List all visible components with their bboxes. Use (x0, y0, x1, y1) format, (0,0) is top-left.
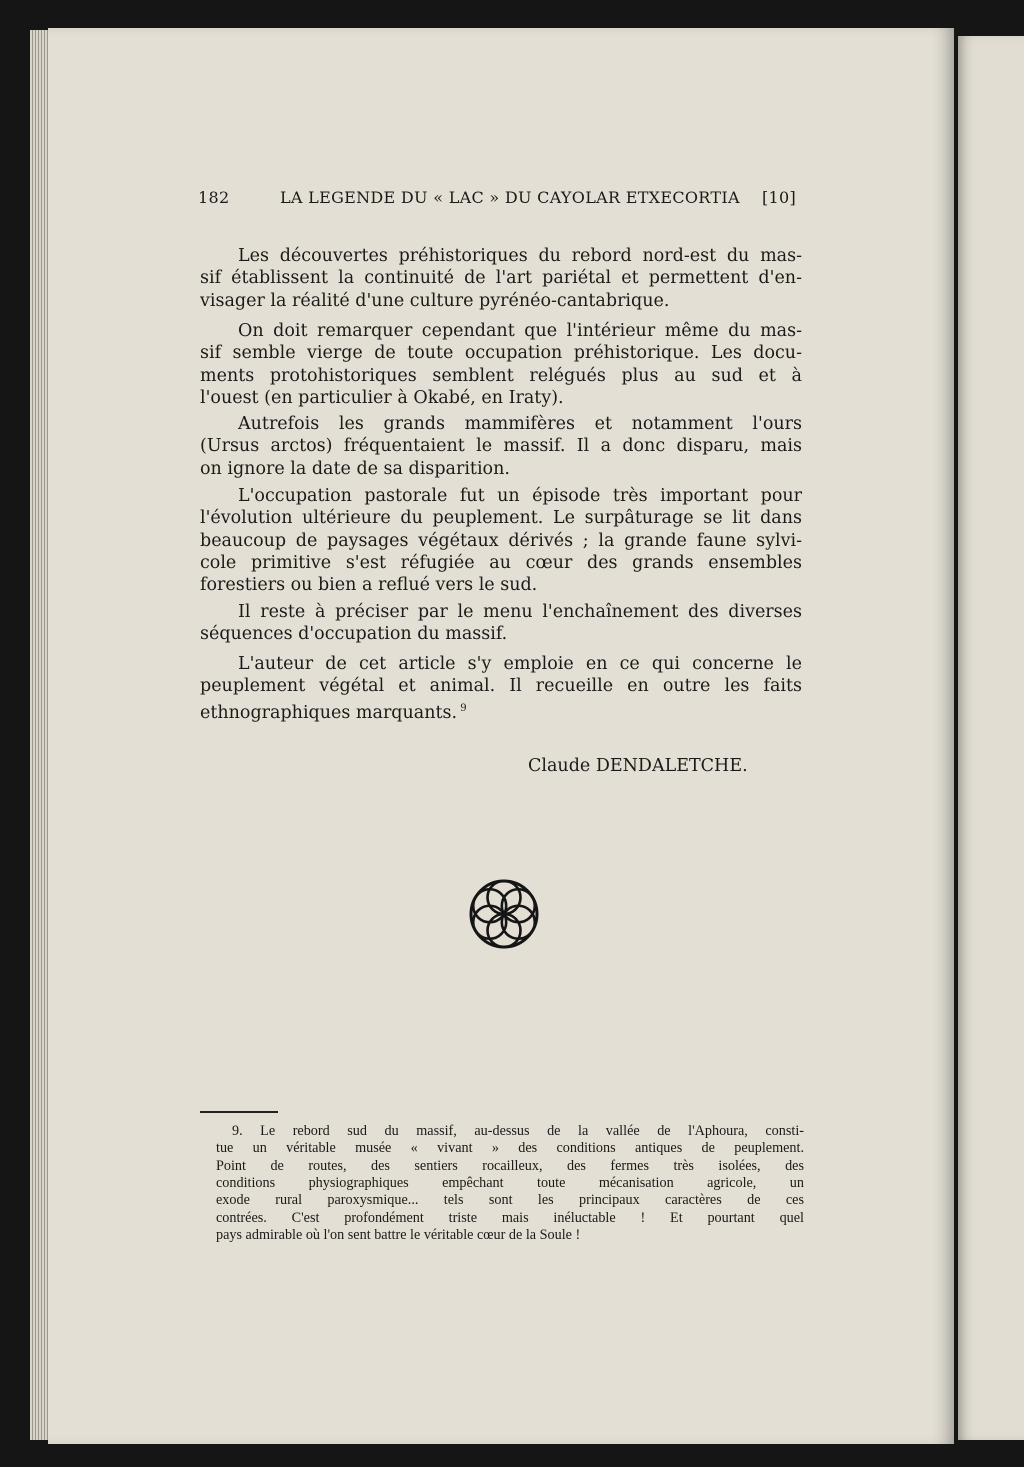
text-line: L'auteur de cet article s'y emploie en ce qui concerne le (238, 654, 802, 674)
text-line: L'occupation pastorale fut un épisode très important pour (238, 486, 802, 506)
section-number: [10] (762, 188, 797, 207)
page-stack-edges (30, 30, 50, 1440)
text-line: peuplement végétal et animal. Il recueille en outre les faits (200, 676, 802, 697)
footnote-rule (200, 1111, 278, 1113)
footnote-line: 9. Le rebord sud du massif, au-dessus de la vallée de l'Aphoura, consti- (232, 1123, 804, 1139)
footnote-line: exode rural paroxysmique... tels sont les principaux caractères de ces (216, 1192, 804, 1209)
page-number: 182 (198, 188, 230, 207)
footnote-line: Point de routes, des sentiers rocailleux, des fermes très isolées, des (216, 1157, 804, 1174)
footnote-line: pays admirable où l'on sent battre le véritable cœur de la Soule ! (216, 1226, 581, 1243)
text-line: séquences d'occupation du massif. (200, 624, 508, 645)
running-title: LA LEGENDE DU « LAC » DU CAYOLAR ETXECORTIA (280, 188, 740, 207)
text-line: beaucoup de paysages végétaux dérivés ; la grande faune sylvi- (200, 530, 802, 551)
text-line: Il reste à préciser par le menu l'enchaînement des diverses (238, 602, 802, 622)
footnote-line: contrées. C'est profondément triste mais inéluctable ! Et pourtant quel (216, 1209, 804, 1226)
footnote-line: tue un véritable musée « vivant » des conditions antiques de peuplement. (216, 1140, 804, 1157)
text-line: Les découvertes préhistoriques du rebord nord-est du mas- (238, 246, 802, 266)
text-line: On doit remarquer cependant que l'intérieur même du mas- (238, 321, 802, 341)
text-line: sif semble vierge de toute occupation préhistorique. Les docu- (200, 343, 802, 364)
text-line: on ignore la date de sa disparition. (200, 458, 510, 479)
next-page-edge (958, 36, 1024, 1440)
author-signature: Claude DENDALETCHE. (528, 756, 748, 776)
text-line: l'évolution ultérieure du peuplement. Le surpâturage se lit dans (200, 508, 802, 529)
text-line: visager la réalité d'une culture pyrénéo-cantabrique. (200, 290, 670, 311)
text-line: ments protohistoriques semblent relégués plus au sud et à (200, 365, 802, 386)
footnote-reference: 9 (457, 702, 467, 714)
text-line: ethnographiques marquants. $^9$ (200, 702, 467, 723)
text-line: l'ouest (en particulier à Okabé, en Iraty). (200, 387, 564, 408)
text-line: Autrefois les grands mammifères et notamment l'ours (238, 414, 802, 434)
text-line: (Ursus arctos) fréquentaient le massif. Il a donc disparu, mais (200, 436, 802, 457)
rosette-ornament-icon (468, 878, 540, 950)
footnote-line: conditions physiographiques empêchant toute mécanisation agricole, un (216, 1174, 804, 1191)
text-line: cole primitive s'est réfugiée au cœur des grands ensembles (200, 552, 802, 573)
text-line: sif établissent la continuité de l'art pariétal et permettent d'en- (200, 268, 802, 289)
text-line: forestiers ou bien a reflué vers le sud. (200, 575, 538, 596)
